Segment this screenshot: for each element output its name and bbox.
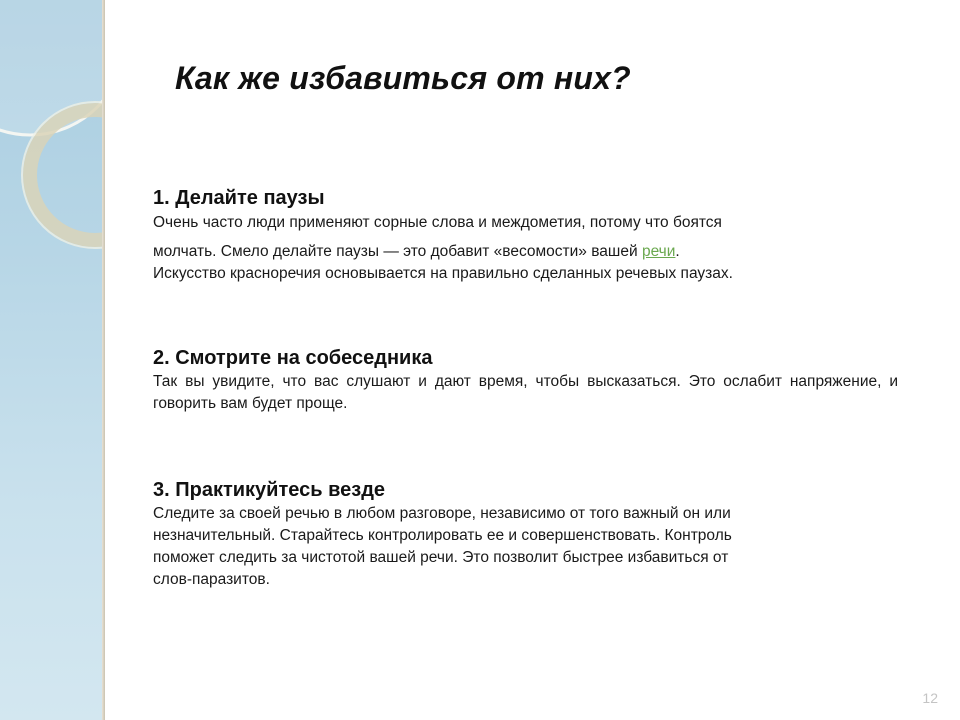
side-panel-edge bbox=[102, 0, 105, 720]
speech-link[interactable]: речи bbox=[641, 243, 676, 260]
section-heading: 3. Практикуйтесь везде bbox=[153, 479, 386, 501]
tip-section-pauses bbox=[153, 185, 898, 285]
tip-section-practice bbox=[153, 477, 898, 591]
tip-section-look-at-listener bbox=[153, 345, 898, 415]
section-text-line: незначительный. Старайтесь контролировать ее и совершенствовать. Контроль bbox=[153, 527, 732, 544]
decorative-circles bbox=[0, 0, 104, 720]
section-text-line: Искусство красноречия основывается на правильно сделанных речевых паузах. bbox=[153, 265, 733, 282]
section-text-line bbox=[153, 241, 898, 263]
page-number: 12 bbox=[922, 690, 938, 706]
section-text-line: поможет следить за чистотой вашей речи. Это позволит быстрее избавиться от bbox=[153, 549, 729, 566]
section-heading: 1. Делайте паузы bbox=[153, 187, 325, 209]
section-heading: 2. Смотрите на собеседника bbox=[153, 347, 433, 369]
section-text-line: слов-паразитов. bbox=[153, 571, 270, 588]
section-text: Так вы увидите, что вас слушают и дают время, чтобы высказаться. Это ослабит напряжение, и говорить вам будет проще. bbox=[153, 373, 898, 412]
text-fragment: молчать. Смело делайте паузы — это добавит «весомости» вашей bbox=[153, 243, 642, 260]
decorative-side-panel bbox=[0, 0, 104, 720]
section-text-line: Очень часто люди применяют сорные слова и междометия, потому что боятся bbox=[153, 214, 722, 231]
beige-ring bbox=[30, 110, 104, 240]
text-fragment: . bbox=[675, 243, 680, 260]
section-text-line: Следите за своей речью в любом разговоре, независимо от того важный он или bbox=[153, 505, 731, 522]
slide-title: Как же избавиться от них? bbox=[175, 60, 631, 96]
